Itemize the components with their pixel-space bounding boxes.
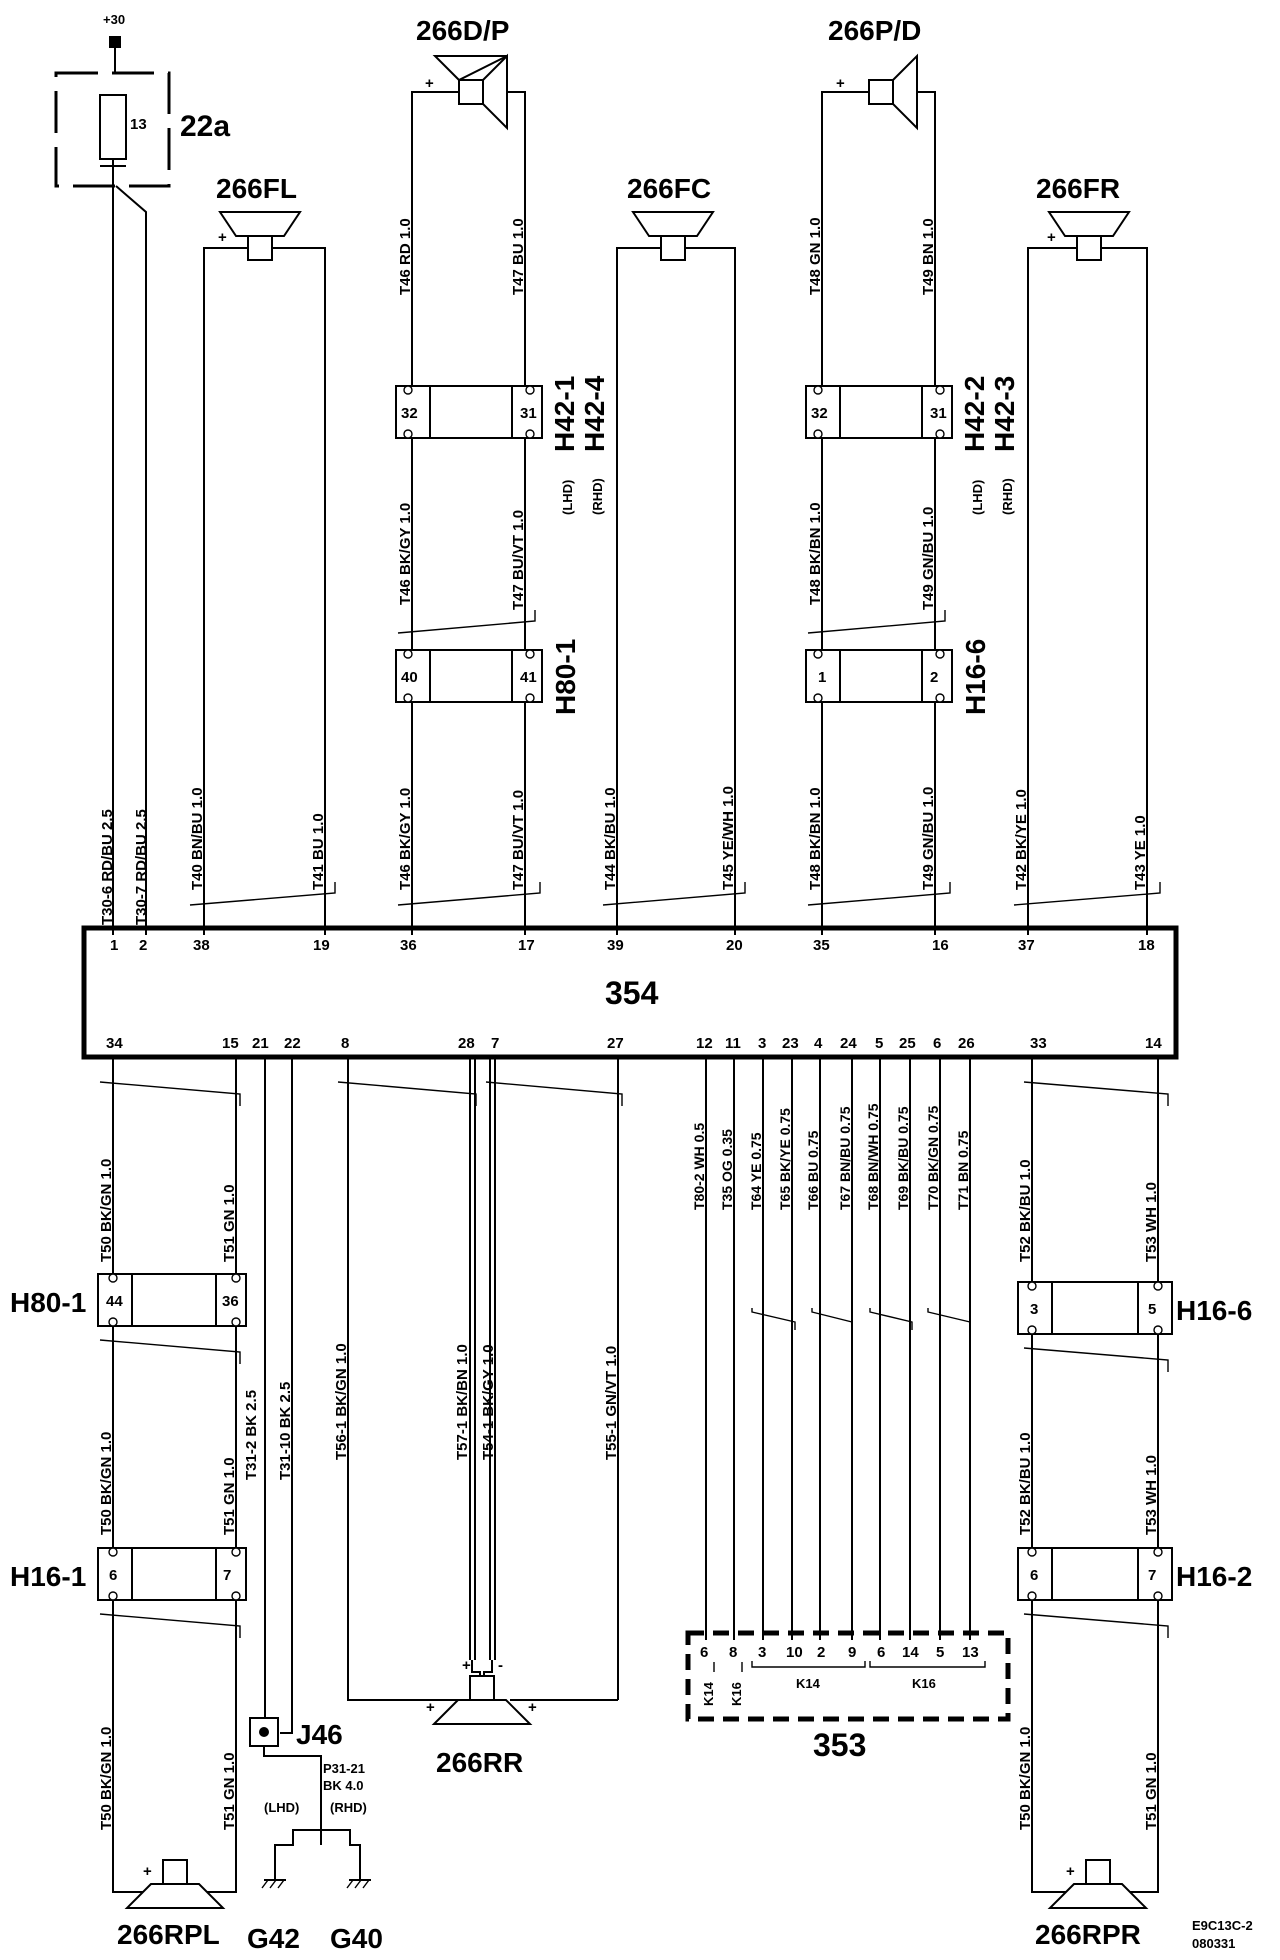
polarity-plus: + [528, 1699, 537, 1716]
connector-pin: 32 [811, 405, 828, 422]
unit-353-k14: K14 [796, 1676, 820, 1691]
unit-354-pin: 7 [491, 1035, 500, 1052]
unit-354-pin: 14 [1145, 1035, 1162, 1052]
unit-353-label: 353 [813, 1727, 867, 1763]
speaker-266rpr-label: 266RPR [1035, 1919, 1141, 1950]
cable-t43: T43 YE 1.0 [1132, 815, 1149, 890]
unit-353-pin: 10 [786, 1644, 803, 1661]
unit-354-pin: 5 [875, 1035, 884, 1052]
cable-t50-b: T50 BK/GN 1.0 [98, 1431, 115, 1535]
cable-t49-gnbu-b: T49 GN/BU 1.0 [920, 786, 937, 890]
connector-pin: 44 [106, 1293, 123, 1310]
cable-t54-1: T54-1 BK/GY 1.0 [480, 1344, 497, 1460]
unit-354 [84, 928, 1176, 1057]
cable-t66: T66 BU 0.75 [805, 1130, 821, 1210]
connector-pin: 32 [401, 405, 418, 422]
connector-h80-1-bottom-label: H80-1 [10, 1287, 87, 1318]
speaker-266fc-circuit [602, 173, 745, 935]
lhd-label: (LHD) [560, 479, 575, 515]
unit-354-pin: 17 [518, 937, 535, 954]
connector-h80-1-top-label: H80-1 [550, 638, 581, 715]
connector-pin: 6 [109, 1567, 118, 1584]
polarity-plus: + [426, 1699, 435, 1716]
unit-354-pin: 39 [607, 937, 624, 954]
cable-t41: T41 BU 1.0 [310, 813, 327, 890]
connector-pin: 41 [520, 669, 537, 686]
footer-date: 080331 [1192, 1936, 1236, 1951]
unit-353-pin: 5 [936, 1644, 945, 1661]
speaker-266fl-circuit [189, 173, 335, 935]
speaker-266rpr-circuit [1017, 1057, 1252, 1950]
unit-354-pin: 23 [782, 1035, 799, 1052]
unit-354-pin: 22 [284, 1035, 301, 1052]
unit-353-pin: 13 [962, 1644, 979, 1661]
connector-pin: 3 [1030, 1301, 1039, 1318]
unit-353-side-k16: K16 [729, 1682, 744, 1706]
supply-terminal [109, 36, 121, 48]
speaker-266rpr-icon [1086, 1860, 1110, 1884]
cable-t49-gnbu-a: T49 GN/BU 1.0 [920, 506, 937, 610]
cable-t52-a: T52 BK/BU 1.0 [1017, 1159, 1034, 1262]
ground-g42-label: G42 [247, 1923, 300, 1954]
speaker-266fl-label: 266FL [216, 173, 297, 204]
cable-t50-c: T50 BK/GN 1.0 [98, 1726, 115, 1830]
unit-353-pin: 2 [817, 1644, 826, 1661]
cable-t64: T64 YE 0.75 [748, 1132, 764, 1210]
cable-t51-b: T51 GN 1.0 [221, 1457, 238, 1535]
cable-p31-21: P31-21 [323, 1761, 365, 1776]
unit-354-pin: 27 [607, 1035, 624, 1052]
unit-354-pin: 6 [933, 1035, 942, 1052]
unit-354-pin: 21 [252, 1035, 269, 1052]
connector-pin: 36 [222, 1293, 239, 1310]
cable-t50-d: T50 BK/GN 1.0 [1017, 1726, 1034, 1830]
cable-t52-b: T52 BK/BU 1.0 [1017, 1432, 1034, 1535]
lhd-label: (LHD) [970, 479, 985, 515]
cable-t31-10: T31-10 BK 2.5 [277, 1381, 294, 1480]
polarity-plus: + [1066, 1863, 1075, 1880]
unit-353-pin: 9 [848, 1644, 857, 1661]
cable-t51-d: T51 GN 1.0 [1143, 1752, 1160, 1830]
cable-t71: T71 BN 0.75 [955, 1130, 971, 1210]
unit-354-pin: 8 [341, 1035, 350, 1052]
cable-t42: T42 BK/YE 1.0 [1013, 789, 1030, 890]
unit-354-label: 354 [605, 975, 659, 1011]
cable-t46-bkgy-b: T46 BK/GY 1.0 [397, 787, 414, 890]
cable-t47-buvt-a: T47 BU/VT 1.0 [510, 509, 527, 610]
cable-t68: T68 BN/WH 0.75 [865, 1103, 881, 1210]
connector-pin: 2 [930, 669, 939, 686]
cable-t47-bu: T47 BU 1.0 [510, 218, 527, 295]
connector-pin: 31 [930, 405, 947, 422]
cable-t50-a: T50 BK/GN 1.0 [98, 1158, 115, 1262]
cable-t46-bkgy-a: T46 BK/GY 1.0 [397, 502, 414, 605]
cable-t51-c: T51 GN 1.0 [221, 1752, 238, 1830]
unit-354-pin: 11 [725, 1035, 741, 1052]
connector-h42-4-label: H42-4 [579, 375, 610, 452]
polarity-plus: + [1047, 229, 1056, 246]
unit-353-pin: 14 [902, 1644, 919, 1661]
polarity-minus: - [498, 1657, 503, 1674]
connector-pin: 7 [1148, 1567, 1157, 1584]
splice-j46-label: J46 [296, 1719, 343, 1750]
connector-h16-6-bottom-label: H16-6 [1176, 1295, 1253, 1326]
unit-354-pin: 18 [1138, 937, 1155, 954]
cable-t30-6: T30-6 RD/BU 2.5 [99, 809, 116, 925]
speaker-266rr-label: 266RR [436, 1747, 524, 1778]
unit-354-pin: 15 [222, 1035, 239, 1052]
unit-354-pin: 19 [313, 937, 330, 954]
unit-354-pin: 20 [726, 937, 743, 954]
connector-pin: 1 [818, 669, 827, 686]
speaker-266rpl-label: 266RPL [117, 1919, 220, 1950]
unit-354-pin: 1 [110, 937, 119, 954]
cable-t48-gn: T48 GN 1.0 [807, 217, 824, 295]
speaker-266pd-circuit [806, 15, 1020, 935]
ground-j46 [243, 1057, 383, 1954]
unit-353-side-k14: K14 [701, 1682, 716, 1706]
unit-353-k16: K16 [912, 1676, 936, 1691]
connector-pin: 7 [223, 1567, 232, 1584]
cable-t51-a: T51 GN 1.0 [221, 1184, 238, 1262]
speaker-266dp-label: 266D/P [416, 15, 510, 46]
polarity-plus: + [462, 1657, 471, 1674]
speaker-266fl-icon [248, 236, 272, 260]
cable-t35: T35 OG 0.35 [719, 1129, 735, 1210]
unit-354-pin: 4 [814, 1035, 823, 1052]
unit-354-pin: 26 [958, 1035, 975, 1052]
cable-t48-bkbn-b: T48 BK/BN 1.0 [807, 787, 824, 890]
connector-h16-2-label: H16-2 [1176, 1561, 1253, 1592]
connector-pin: 40 [401, 669, 418, 686]
supply-label: +30 [103, 12, 126, 27]
cable-t55-1: T55-1 GN/VT 1.0 [603, 1345, 620, 1460]
rhd-label: (RHD) [590, 478, 605, 515]
cable-t57-1: T57-1 BK/BN 1.0 [454, 1344, 471, 1460]
connector-h42-1-label: H42-1 [549, 375, 580, 452]
unit-354-pin: 35 [813, 937, 830, 954]
unit-354-pin: 16 [932, 937, 949, 954]
cable-t40: T40 BN/BU 1.0 [189, 787, 206, 890]
unit-354-pin: 25 [899, 1035, 916, 1052]
speaker-266dp-circuit [396, 15, 610, 935]
polarity-plus: + [425, 75, 434, 92]
unit-353-pin: 3 [758, 1644, 767, 1661]
cable-t53-a: T53 WH 1.0 [1143, 1181, 1160, 1262]
rhd-label: (RHD) [330, 1800, 367, 1815]
speaker-266rpl-icon [163, 1860, 187, 1884]
lhd-label: (LHD) [264, 1800, 300, 1815]
speaker-266fr-icon [1077, 236, 1101, 260]
unit-354-pin: 33 [1030, 1035, 1047, 1052]
unit-354-pin: 28 [458, 1035, 475, 1052]
speaker-266pd-label: 266P/D [828, 15, 922, 46]
fuse-name: 22a [180, 110, 231, 143]
cable-t30-7: T30-7 RD/BU 2.5 [133, 809, 150, 925]
cable-t44: T44 BK/BU 1.0 [602, 787, 619, 890]
rhd-label: (RHD) [1000, 478, 1015, 515]
connector-pin: 31 [520, 405, 537, 422]
cable-t49-bn: T49 BN 1.0 [920, 218, 937, 295]
cable-t48-bkbn-a: T48 BK/BN 1.0 [807, 502, 824, 605]
unit-354-pin: 3 [758, 1035, 767, 1052]
fuse-13 [100, 95, 126, 159]
unit-354-pin: 36 [400, 937, 417, 954]
speaker-266pd-icon [869, 80, 893, 104]
unit-353 [688, 1057, 1008, 1763]
connector-h42-2-label: H42-2 [959, 375, 990, 452]
connector-h16-1-label: H16-1 [10, 1561, 87, 1592]
cable-t69: T69 BK/BU 0.75 [895, 1106, 911, 1210]
cable-bk40: BK 4.0 [323, 1778, 364, 1793]
speaker-266fc-label: 266FC [627, 173, 712, 204]
cable-t65: T65 BK/YE 0.75 [777, 1108, 793, 1210]
polarity-plus: + [143, 1863, 152, 1880]
cable-t53-b: T53 WH 1.0 [1143, 1454, 1160, 1535]
speaker-266fr-circuit [1013, 173, 1160, 935]
polarity-plus: + [218, 229, 227, 246]
cable-t46-rd: T46 RD 1.0 [397, 218, 414, 295]
unit-353-pin: 6 [700, 1644, 709, 1661]
cable-t56-1: T56-1 BK/GN 1.0 [333, 1343, 350, 1460]
unit-354-pin: 34 [106, 1035, 123, 1052]
speaker-266dp-icon [459, 80, 483, 104]
unit-354-pin: 24 [840, 1035, 857, 1052]
connector-h16-6-top-label: H16-6 [960, 638, 991, 715]
unit-354-pin: 37 [1018, 937, 1035, 954]
unit-354-pin: 38 [193, 937, 210, 954]
fuse-number: 13 [130, 116, 147, 133]
connector-pin: 5 [1148, 1301, 1157, 1318]
speaker-266fr-label: 266FR [1036, 173, 1121, 204]
connector-pin: 6 [1030, 1567, 1039, 1584]
speaker-266rpl-circuit [10, 1057, 246, 1950]
speaker-266rr-circuit [333, 1057, 622, 1778]
cable-t47-buvt-b: T47 BU/VT 1.0 [510, 789, 527, 890]
polarity-plus: + [836, 75, 845, 92]
speaker-266fc-icon [661, 236, 685, 260]
cable-t45: T45 YE/WH 1.0 [720, 786, 737, 890]
cable-t70: T70 BK/GN 0.75 [925, 1105, 941, 1210]
unit-354-pin: 12 [696, 1035, 713, 1052]
connector-h42-3-label: H42-3 [989, 375, 1020, 452]
cable-t31-2: T31-2 BK 2.5 [243, 1389, 260, 1480]
speaker-266rr-icon [470, 1676, 494, 1700]
ground-g40-label: G40 [330, 1923, 383, 1954]
unit-354-pin: 2 [139, 937, 148, 954]
footer-code: E9C13C-2 [1192, 1918, 1253, 1933]
unit-353-pin: 6 [877, 1644, 886, 1661]
cable-t80-2: T80-2 WH 0.5 [691, 1122, 707, 1210]
cable-t67: T67 BN/BU 0.75 [837, 1106, 853, 1210]
unit-353-pin: 8 [729, 1644, 738, 1661]
